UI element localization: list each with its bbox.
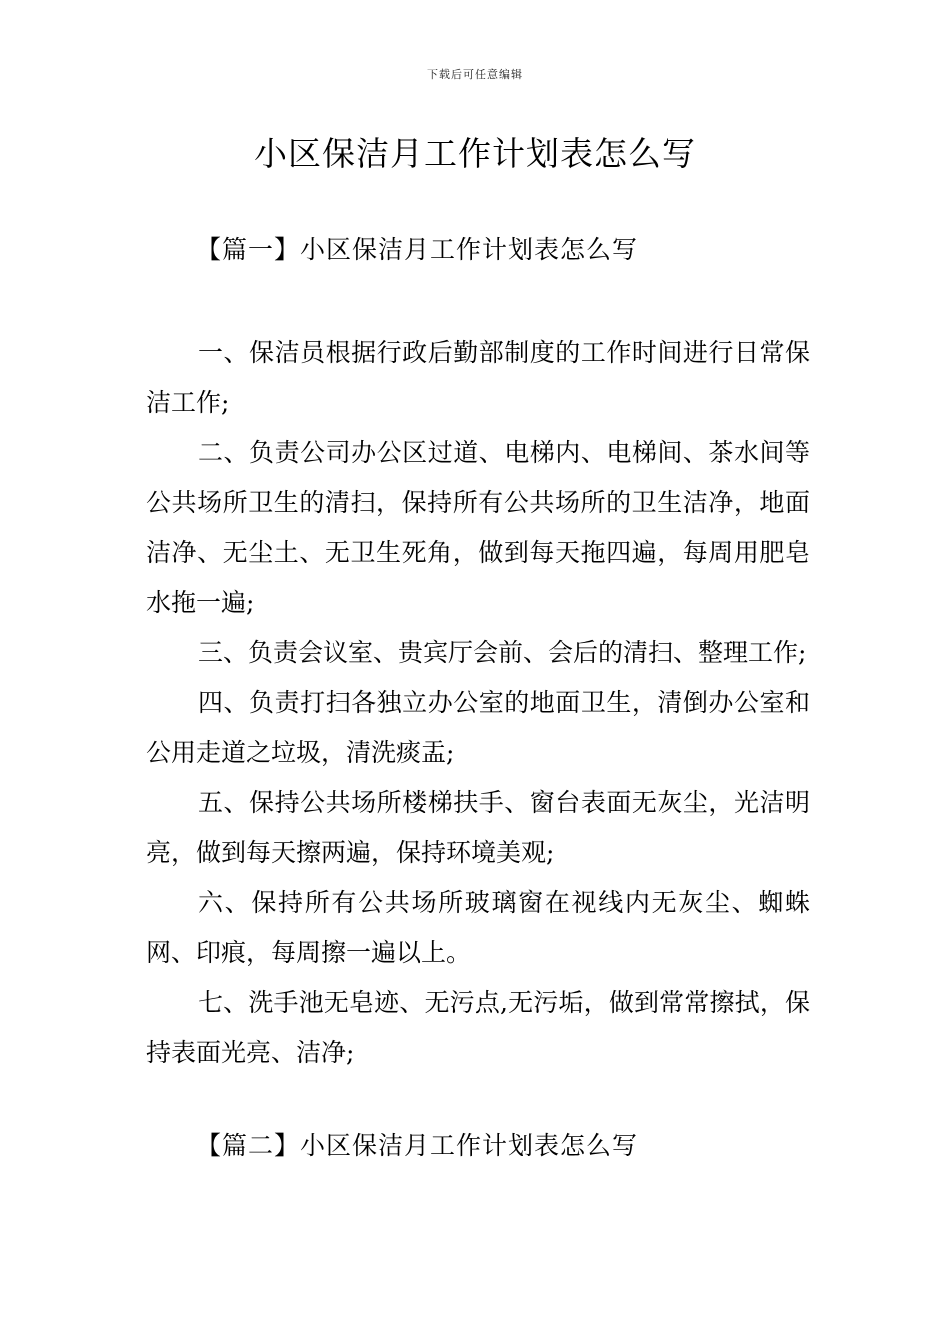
list-item: 五、保持公共场所楼梯扶手、窗台表面无灰尘，光洁明亮，做到每天擦两遍，保持环境美观; (146, 788, 810, 867)
section-heading-1: 【篇一】小区保洁月工作计划表怎么写 (196, 235, 639, 264)
list-item: 四、负责打扫各独立办公室的地面卫生，清倒办公室和公用走道之垃圾，清洗痰盂; (146, 688, 810, 767)
header-note: 下载后可任意编辑 (427, 68, 523, 81)
list-item: 一、保洁员根据行政后勤部制度的工作时间进行日常保洁工作; (146, 338, 810, 417)
list-item: 七、洗手池无皂迹、无污点,无污垢，做到常常擦拭，保持表面光亮、洁净; (146, 988, 810, 1067)
section-1-body (146, 328, 810, 1078)
section-heading-2: 【篇二】小区保洁月工作计划表怎么写 (196, 1131, 639, 1160)
list-item: 六、保持所有公共场所玻璃窗在视线内无灰尘、蜘蛛网、印痕，每周擦一遍以上。 (146, 888, 810, 967)
page-title: 小区保洁月工作计划表怎么写 (254, 134, 696, 173)
list-item: 三、负责会议室、贵宾厅会前、会后的清扫、整理工作; (198, 638, 807, 667)
list-item: 二、负责公司办公区过道、电梯内、电梯间、茶水间等公共场所卫生的清扫，保持所有公共场所的卫生洁净，地面洁净、无尘土、无卫生死角，做到每天拖四遍，每周用肥皂水拖一遍; (146, 438, 810, 617)
